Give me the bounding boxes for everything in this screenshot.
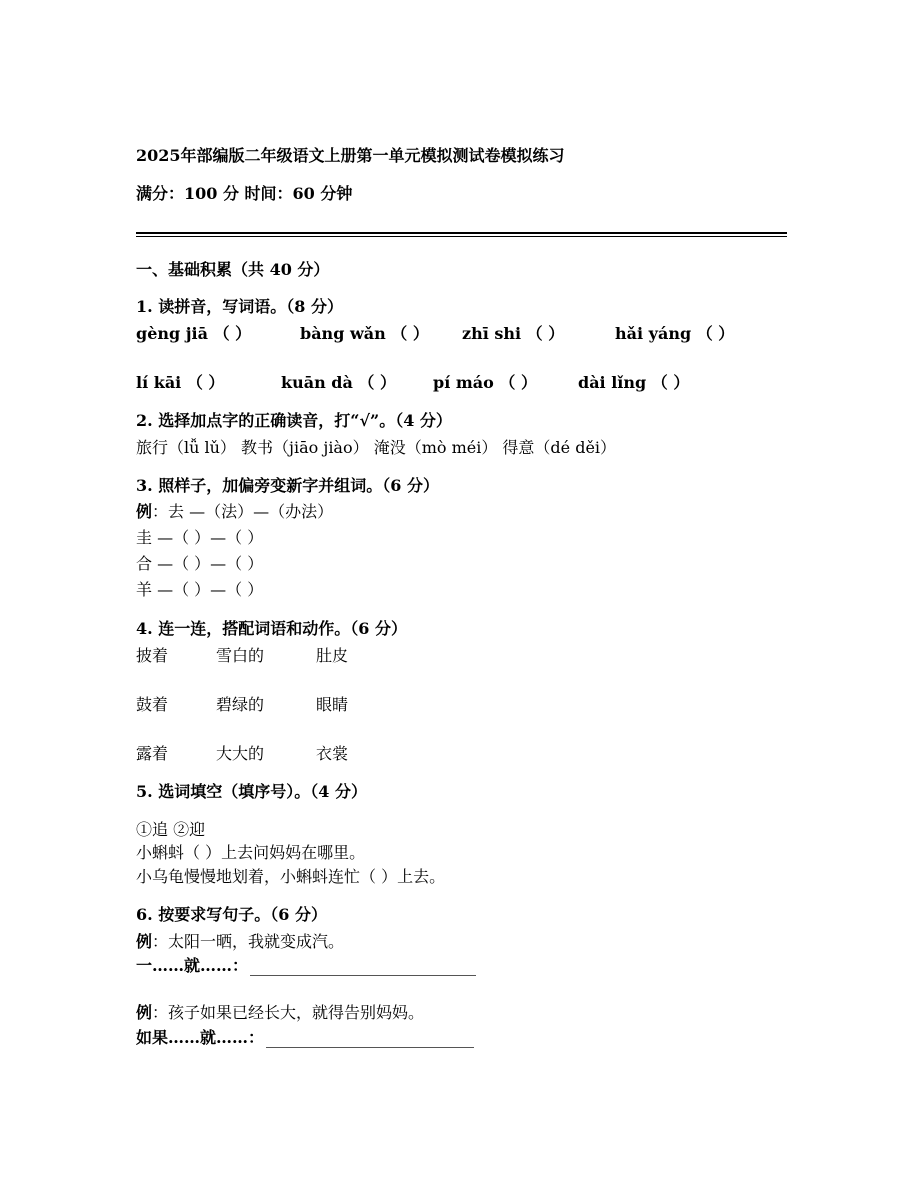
match-word: 鼓着 xyxy=(136,695,169,714)
answer-blank[interactable] xyxy=(266,1031,474,1048)
pattern-label: 如果……就……： xyxy=(136,1028,265,1047)
match-word: 肚皮 xyxy=(316,646,349,665)
match-word: 碧绿的 xyxy=(216,695,265,714)
example-line xyxy=(136,1003,424,1023)
page-title: 2025年部编版二年级语文上册第一单元模拟测试卷模拟练习 xyxy=(136,146,565,165)
example-text: ：去 —（法）—（办法） xyxy=(152,502,334,521)
word-options: ①追 ②迎 xyxy=(136,820,206,839)
fill-sentence: 小蝌蚪（ ）上去问妈妈在哪里。 xyxy=(136,843,366,862)
reading-choice-line: 旅行（lǚ lǔ） 教书（jiāo jiào） 淹没（mò méi） 得意（dé děi） xyxy=(136,438,617,457)
answer-blank[interactable] xyxy=(250,959,476,976)
question-4-title: 4. 连一连，搭配词语和动作。（6 分） xyxy=(136,619,407,638)
match-word: 露着 xyxy=(136,744,169,763)
pinyin-item: bàng wǎn （ ） xyxy=(300,324,429,343)
example-line xyxy=(136,502,333,522)
pinyin-item: lí kāi （ ） xyxy=(136,373,225,392)
example-line xyxy=(136,932,344,952)
radical-row: 圭 —（ ）—（ ） xyxy=(136,528,264,547)
example-label: 例 xyxy=(136,932,153,951)
example-label: 例 xyxy=(136,502,153,521)
radical-row: 羊 —（ ）—（ ） xyxy=(136,580,264,599)
question-5-title: 5. 选词填空（填序号）。（4 分） xyxy=(136,782,367,801)
question-6-title: 6. 按要求写句子。（6 分） xyxy=(136,905,327,924)
sentence-pattern xyxy=(136,1028,474,1048)
score-time-info: 满分：100 分 时间：60 分钟 xyxy=(136,184,353,203)
question-3-title: 3. 照样子，加偏旁变新字并组词。（6 分） xyxy=(136,476,439,495)
pinyin-item: zhī shi （ ） xyxy=(462,324,565,343)
radical-row: 合 —（ ）—（ ） xyxy=(136,554,264,573)
match-word: 大大的 xyxy=(216,744,265,763)
question-1-title: 1. 读拼音，写词语。（8 分） xyxy=(136,297,343,316)
pinyin-item: kuān dà （ ） xyxy=(281,373,396,392)
sentence-pattern xyxy=(136,956,476,976)
pinyin-item: pí máo （ ） xyxy=(433,373,537,392)
match-word: 雪白的 xyxy=(216,646,265,665)
pinyin-item: hǎi yáng （ ） xyxy=(615,324,735,343)
pinyin-item: dài lǐng （ ） xyxy=(578,373,690,392)
pattern-label: 一……就……： xyxy=(136,956,249,975)
example-text: ：孩子如果已经长大，就得告别妈妈。 xyxy=(152,1003,425,1022)
example-text: ：太阳一晒，我就变成汽。 xyxy=(152,932,345,951)
question-2-title: 2. 选择加点字的正确读音，打“√”。（4 分） xyxy=(136,411,452,430)
example-label: 例 xyxy=(136,1003,153,1022)
match-word: 披着 xyxy=(136,646,169,665)
match-word: 衣裳 xyxy=(316,744,349,763)
match-word: 眼睛 xyxy=(316,695,349,714)
header-divider xyxy=(136,232,787,237)
section-heading: 一、基础积累（共 40 分） xyxy=(136,260,330,279)
pinyin-item: gèng jiā （ ） xyxy=(136,324,252,343)
fill-sentence: 小乌龟慢慢地划着，小蝌蚪连忙（ ）上去。 xyxy=(136,867,446,886)
